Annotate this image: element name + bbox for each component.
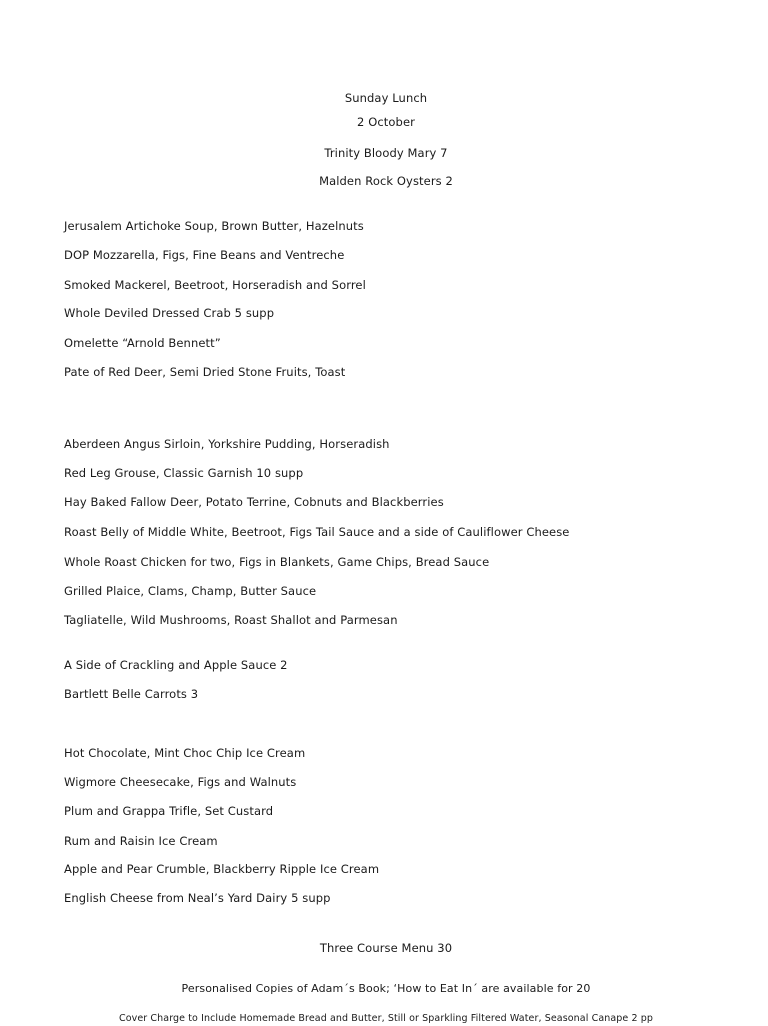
main-item: Aberdeen Angus Sirloin, Yorkshire Pudding, Horseradish	[64, 437, 390, 451]
book-note: Personalised Copies of Adam´s Book; ‘How to Eat In´ are available for 20	[181, 982, 591, 995]
starter-item: Smoked Mackerel, Beetroot, Horseradish and Sorrel	[64, 278, 366, 292]
starter-item: Whole Deviled Dressed Crab 5 supp	[64, 306, 275, 320]
price-note: Three Course Menu 30	[319, 941, 453, 955]
starter-item: DOP Mozzarella, Figs, Fine Beans and Ventreche	[64, 248, 345, 262]
main-item: Roast Belly of Middle White, Beetroot, Figs Tail Sauce and a side of Cauliflower Cheese	[64, 525, 570, 539]
main-item: Red Leg Grouse, Classic Garnish 10 supp	[64, 466, 304, 480]
side-item: Bartlett Belle Carrots 3	[64, 687, 199, 701]
menu-date: 2 October	[357, 115, 415, 129]
starter-item: Pate of Red Deer, Semi Dried Stone Fruits, Toast	[64, 365, 346, 379]
dessert-item: Hot Chocolate, Mint Choc Chip Ice Cream	[64, 746, 306, 760]
starter-item: Jerusalem Artichoke Soup, Brown Butter, Hazelnuts	[64, 219, 364, 233]
dessert-item: Wigmore Cheesecake, Figs and Walnuts	[64, 775, 297, 789]
main-item: Grilled Plaice, Clams, Champ, Butter Sauce	[64, 584, 317, 598]
starter-item: Omelette “Arnold Bennett”	[64, 336, 221, 350]
menu-title: Sunday Lunch	[344, 91, 428, 105]
cover-charge-note: Cover Charge to Include Homemade Bread and Butter, Still or Sparkling Filtered Water, Seasonal Canape 2 pp	[118, 1013, 653, 1024]
dessert-item: Plum and Grappa Trifle, Set Custard	[64, 804, 274, 818]
main-item: Hay Baked Fallow Deer, Potato Terrine, Cobnuts and Blackberries	[64, 495, 444, 509]
dessert-item: Rum and Raisin Ice Cream	[64, 834, 218, 848]
dessert-item: English Cheese from Neal’s Yard Dairy 5 supp	[64, 891, 331, 905]
main-item: Tagliatelle, Wild Mushrooms, Roast Shallot and Parmesan	[64, 613, 398, 627]
menu-drink: Trinity Bloody Mary 7	[324, 146, 448, 160]
side-item: A Side of Crackling and Apple Sauce 2	[64, 658, 288, 672]
main-item: Whole Roast Chicken for two, Figs in Blankets, Game Chips, Bread Sauce	[64, 555, 490, 569]
dessert-item: Apple and Pear Crumble, Blackberry Ripple Ice Cream	[64, 862, 380, 876]
menu-oysters: Malden Rock Oysters 2	[319, 174, 453, 188]
